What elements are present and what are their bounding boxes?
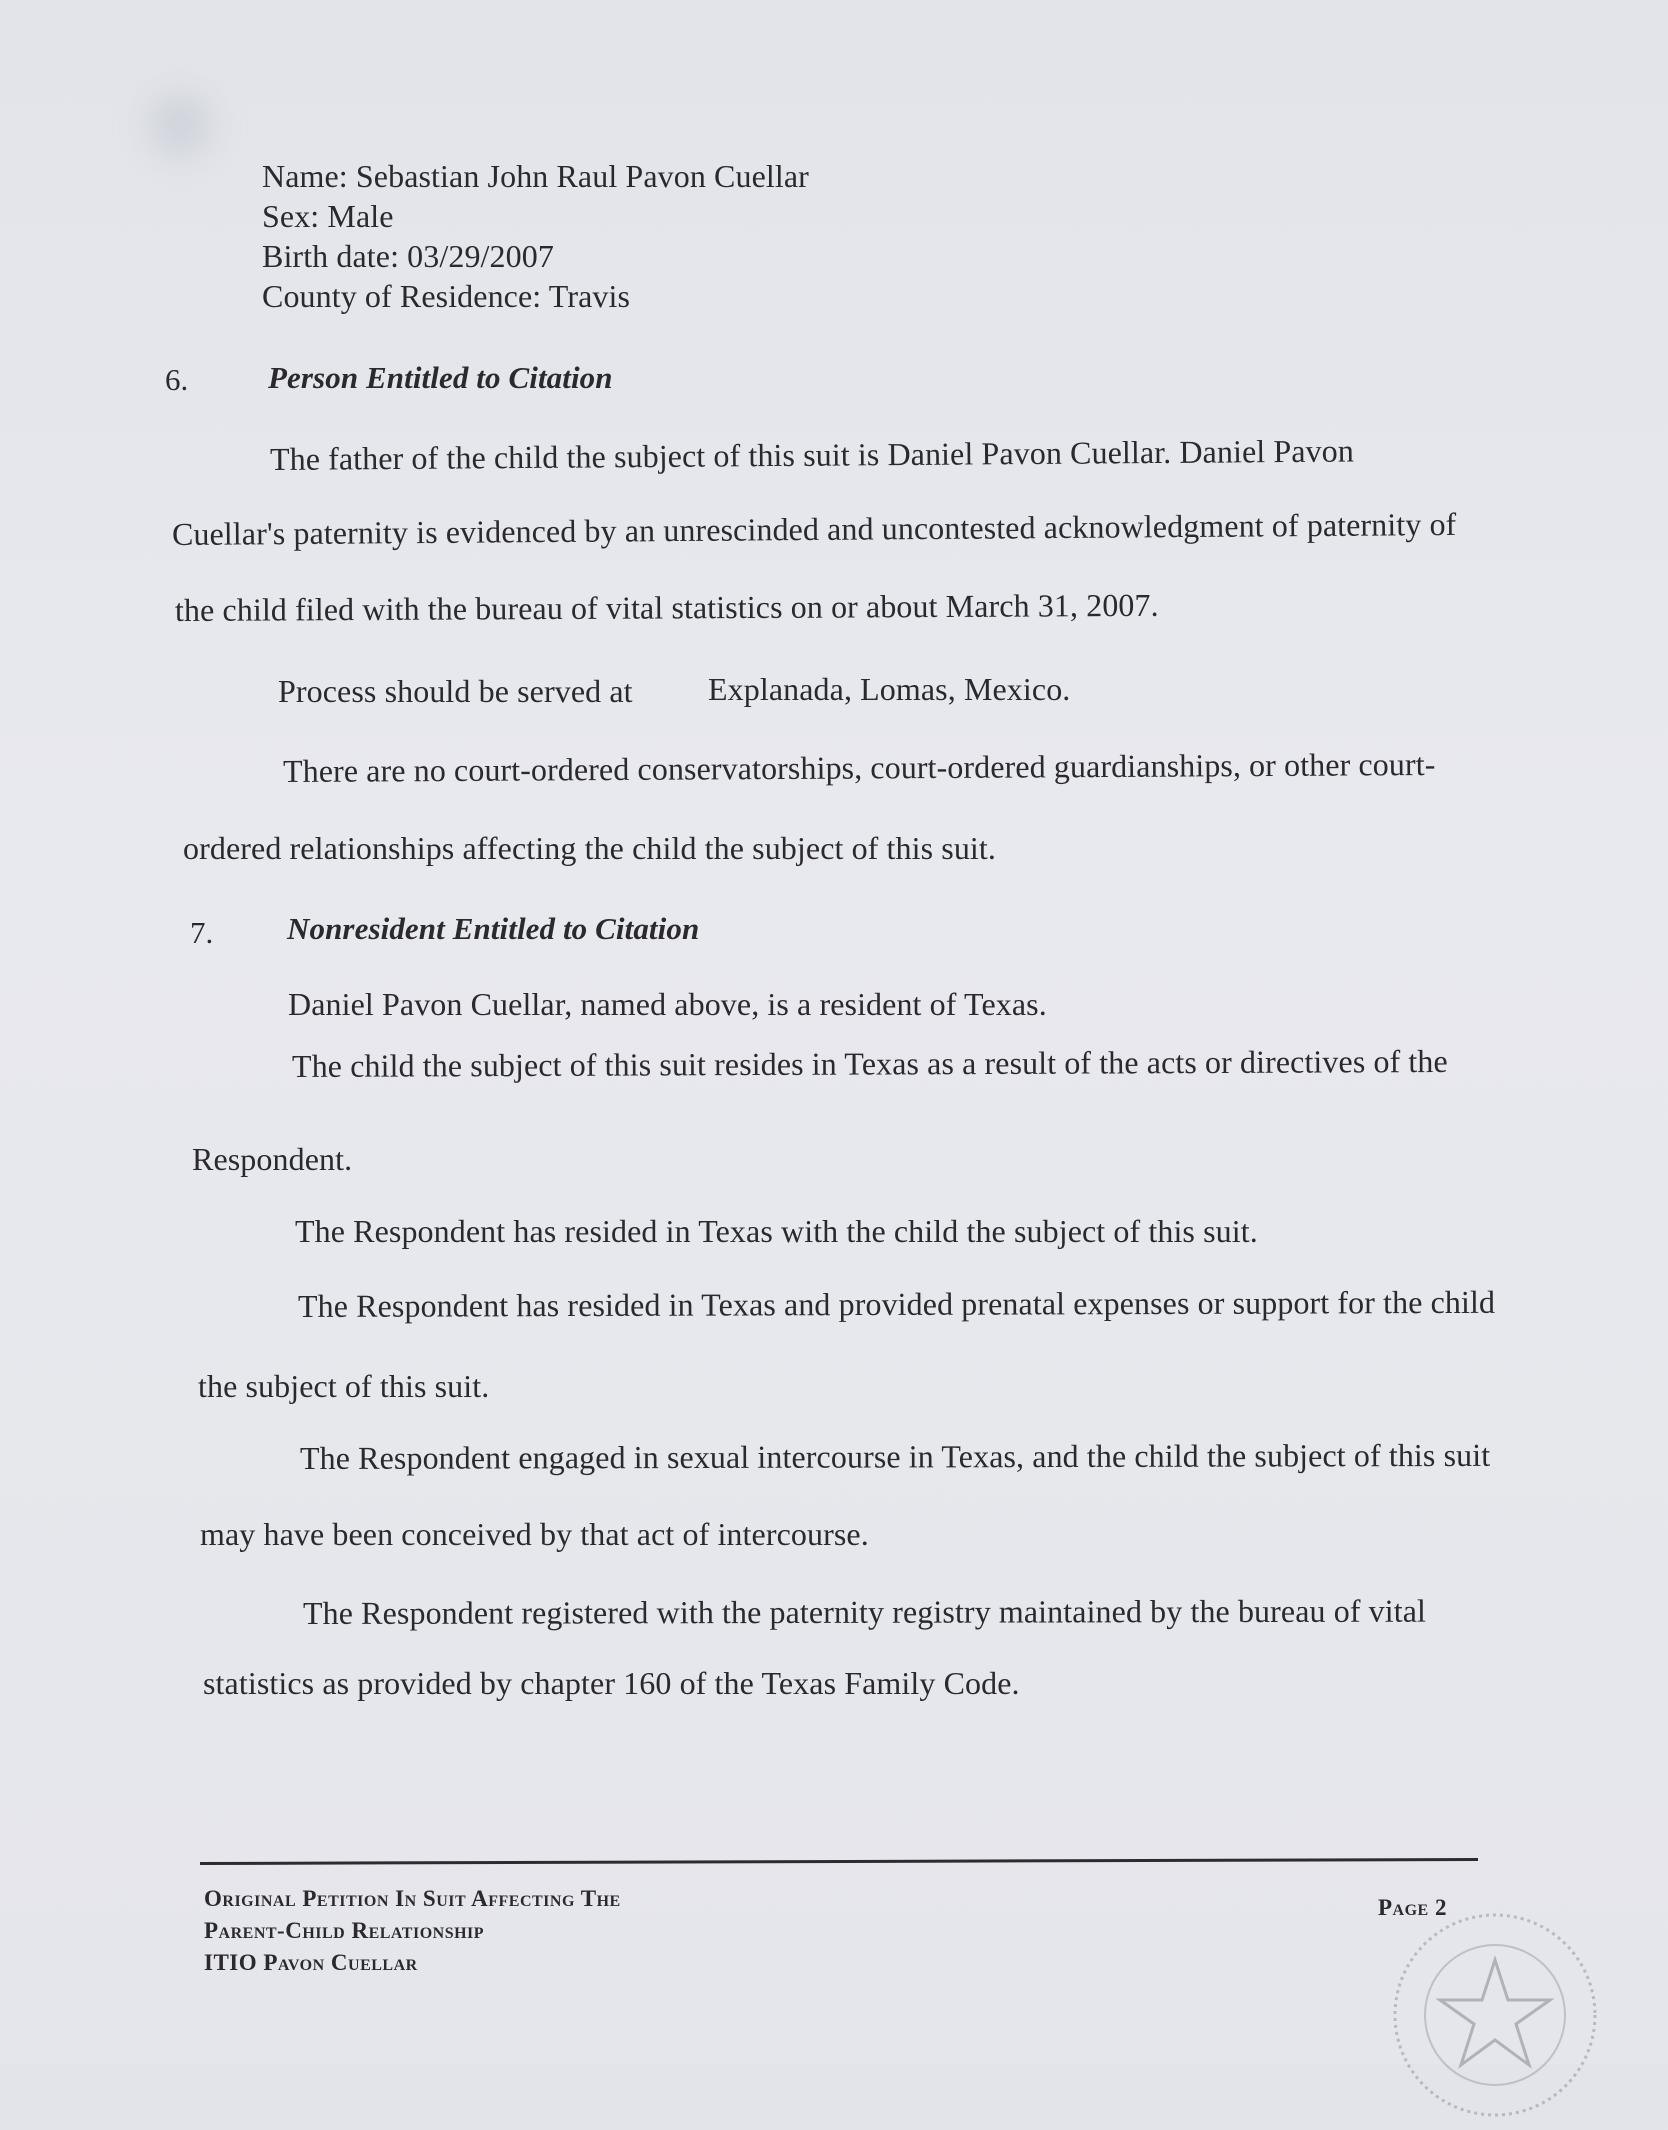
child-birth-date: Birth date: 03/29/2007 (262, 238, 554, 274)
s7-paragraph-1: Daniel Pavon Cuellar, named above, is a resident of Texas. (288, 986, 1047, 1022)
section-6-heading: Person Entitled to Citation (268, 360, 613, 395)
s6-paragraph-2-part-a: Process should be served at (278, 673, 633, 709)
s6-paragraph-1-line-1: The father of the child the subject of this suit is Daniel Pavon Cuellar. Daniel Pavon (269, 432, 1355, 477)
s7-paragraph-5-line-2: may have been conceived by that act of intercourse. (200, 1516, 869, 1552)
s6-paragraph-1-line-3: the child filed with the bureau of vital statistics on or about March 31, 2007. (174, 586, 1159, 628)
s7-paragraph-4-line-1: The Respondent has resided in Texas and provided prenatal expenses or support for the child (297, 1283, 1496, 1324)
s7-paragraph-2-line-1: The child the subject of this suit resides in Texas as a result of the acts or directives of the (291, 1042, 1448, 1084)
s7-paragraph-4-line-2: the subject of this suit. (198, 1368, 490, 1404)
section-7-heading: Nonresident Entitled to Citation (287, 911, 700, 946)
child-name: Name: Sebastian John Raul Pavon Cuellar (262, 158, 809, 194)
s7-paragraph-2-line-2: Respondent. (192, 1141, 353, 1177)
s6-paragraph-3-line-1: There are no court-ordered conservatorships, court-ordered guardianships, or other court- (282, 745, 1436, 789)
child-county: County of Residence: Travis (262, 278, 631, 314)
s7-paragraph-3: The Respondent has resided in Texas with the child the subject of this suit. (295, 1213, 1258, 1249)
s7-paragraph-6-line-2: statistics as provided by chapter 160 of the Texas Family Code. (203, 1665, 1020, 1701)
footer-rule (200, 1858, 1478, 1865)
footer-title-line-3: ITIO Pavon Cuellar (204, 1950, 418, 1975)
footer-title-line-1: Original Petition In Suit Affecting The (204, 1886, 621, 1911)
s6-paragraph-3-line-2: ordered relationships affecting the child the subject of this suit. (183, 830, 997, 866)
s6-paragraph-2-part-b: Explanada, Lomas, Mexico. (708, 671, 1071, 707)
section-7-number: 7. (190, 915, 214, 950)
page-number: Page 2 (1378, 1895, 1447, 1920)
s7-paragraph-6-line-1: The Respondent registered with the paternity registry maintained by the bureau of vital (302, 1592, 1427, 1631)
section-6-number: 6. (165, 362, 189, 397)
child-sex: Sex: Male (262, 198, 394, 234)
s6-paragraph-1-line-2: Cuellar's paternity is evidenced by an unrescinded and uncontested acknowledgment of paternity of (171, 505, 1457, 552)
page-smudge (150, 95, 210, 155)
court-seal-stamp (1380, 1900, 1610, 2130)
footer-title-line-2: Parent-Child Relationship (204, 1918, 485, 1943)
s7-paragraph-5-line-1: The Respondent engaged in sexual intercourse in Texas, and the child the subject of this suit (299, 1436, 1491, 1476)
